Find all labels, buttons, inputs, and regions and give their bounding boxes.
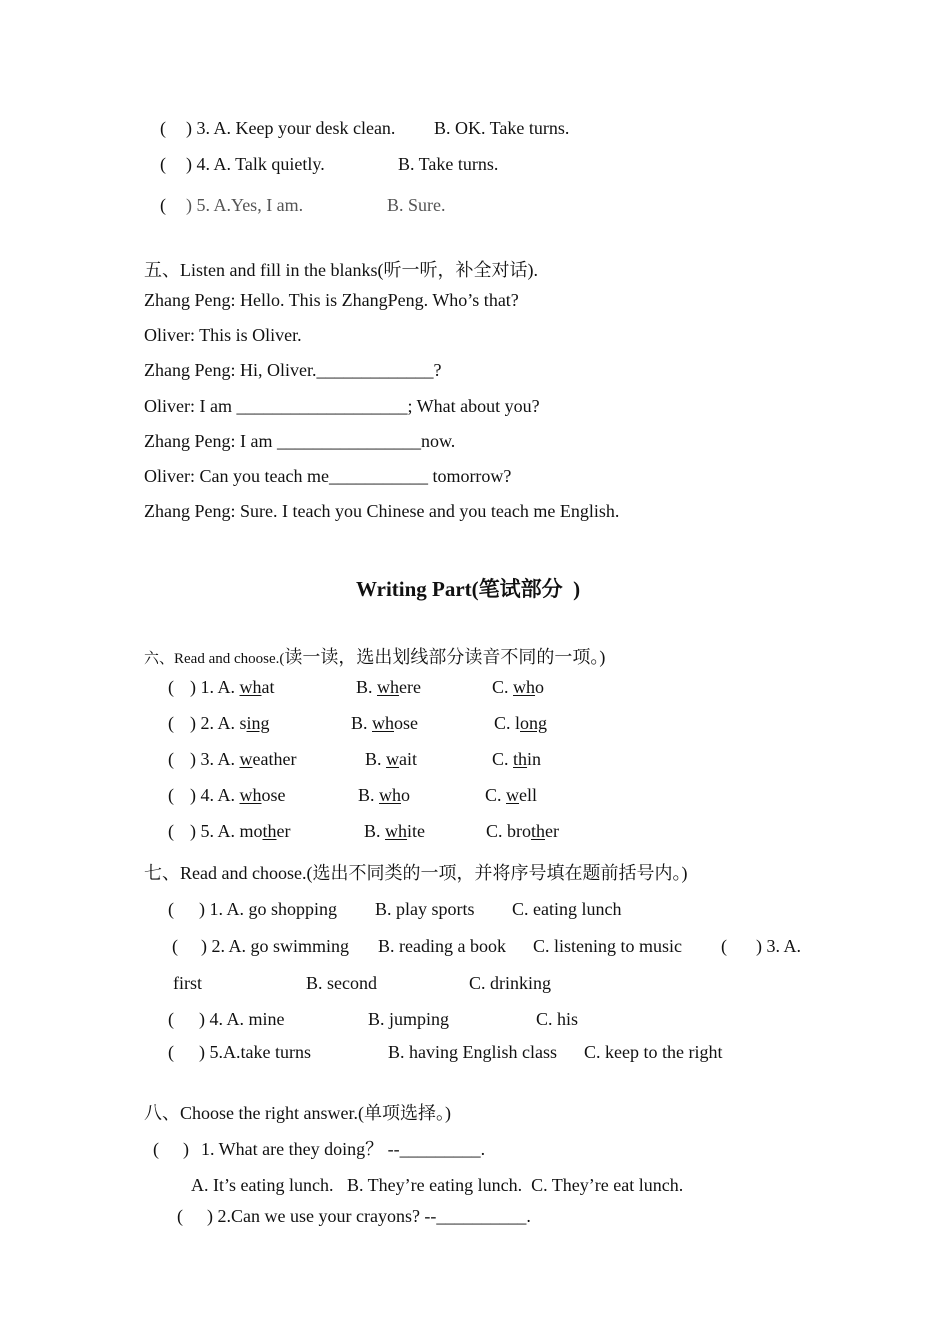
answer-paren[interactable]: (: [168, 749, 174, 769]
answer-paren[interactable]: (: [160, 118, 166, 138]
question-text: 1. What are they doing？ --_________.: [201, 1139, 486, 1159]
question-3-start: ) 3. A.: [756, 936, 801, 956]
option-c: C. listening to music: [533, 936, 683, 956]
option-c: C. who: [492, 677, 545, 697]
option-c: C. keep to the right: [584, 1042, 723, 1062]
question-number: ) 1. A. what: [190, 677, 275, 697]
option-c: C. well: [485, 785, 538, 805]
section-6-heading: [144, 648, 605, 667]
question-number: ) 2. A. sing: [190, 713, 270, 733]
dialogue-line: Oliver: Can you teach me___________ tomorrow?: [144, 466, 512, 486]
answer-paren[interactable]: (: [168, 677, 174, 697]
option-a: ) 4. A. mine: [199, 1009, 285, 1029]
answer-paren[interactable]: (: [177, 1206, 183, 1226]
option-a: ) 3. A. Keep your desk clean.: [186, 118, 396, 138]
answer-paren[interactable]: (: [153, 1139, 159, 1159]
dialogue-line: Zhang Peng: Hello. This is ZhangPeng. Who’s that?: [144, 290, 519, 310]
dialogue-line: Zhang Peng: Hi, Oliver._____________?: [144, 360, 442, 380]
heading-cn: 读一读，选出划线部分读音不同的一项。): [284, 647, 606, 667]
answer-paren[interactable]: (: [172, 936, 178, 956]
option-a: ) 5.A.take turns: [199, 1042, 311, 1062]
option-a: ) 4. A. Talk quietly.: [186, 154, 325, 174]
option-b: B. reading a book: [378, 936, 506, 956]
answer-paren[interactable]: (: [168, 1042, 174, 1062]
option-c: C. his: [536, 1009, 579, 1029]
option-c: C. brother: [486, 821, 559, 841]
option-b: B. white: [364, 821, 426, 841]
answer-paren[interactable]: (: [160, 154, 166, 174]
option-b: B. jumping: [368, 1009, 450, 1029]
option-a: first: [173, 973, 202, 993]
question-number: ) 3. A. weather: [190, 749, 297, 769]
question-text: ) 2.Can we use your crayons? --__________.: [207, 1206, 531, 1226]
section-8-heading: 八、Choose the right answer.(单项选择。): [144, 1103, 451, 1123]
option-b: B. Take turns.: [398, 154, 499, 174]
option-b: B. whose: [351, 713, 419, 733]
answer-paren[interactable]: (: [721, 936, 727, 956]
option-c: C. long: [494, 713, 548, 733]
option-b: B. who: [358, 785, 411, 805]
writing-part-title: Writing Part(笔试部分 ): [356, 577, 581, 601]
option-c: C. thin: [492, 749, 542, 769]
answer-paren[interactable]: (: [168, 785, 174, 805]
option-b: B. OK. Take turns.: [434, 118, 570, 138]
question-number: ) 4. A. whose: [190, 785, 286, 805]
answer-paren[interactable]: (: [160, 195, 166, 215]
dialogue-line: Zhang Peng: I am ________________now.: [144, 431, 456, 451]
answer-paren[interactable]: (: [168, 713, 174, 733]
option-b: B. having English class: [388, 1042, 557, 1062]
heading-en: 六、Read and choose.(: [144, 651, 285, 667]
dialogue-line: Oliver: I am ___________________; What about you?: [144, 396, 540, 416]
option-a: ) 2. A. go swimming: [201, 936, 350, 956]
answer-paren[interactable]: (: [168, 899, 174, 919]
option-c: C. eating lunch: [512, 899, 622, 919]
question-number: ) 5. A. mother: [190, 821, 291, 841]
answer-paren[interactable]: (: [168, 821, 174, 841]
option-b: B. wait: [365, 749, 418, 769]
section-7-heading: 七、Read and choose.(选出不同类的一项，并将序号填在题前括号内。): [144, 863, 688, 883]
option-b: B. second: [306, 973, 377, 993]
dialogue-line: Oliver: This is Oliver.: [144, 325, 302, 345]
answer-paren[interactable]: (: [168, 1009, 174, 1029]
option-b: B. play sports: [375, 899, 475, 919]
option-a: ) 1. A. go shopping: [199, 899, 338, 919]
question-1-options: A. It’s eating lunch. B. They’re eating lunch. C. They’re eat lunch.: [191, 1175, 684, 1195]
option-b: B. where: [356, 677, 421, 697]
section-5-heading: 五、Listen and fill in the blanks(听一听，补全对话).: [144, 260, 538, 280]
answer-paren-close: ): [183, 1139, 189, 1159]
option-c: C. drinking: [469, 973, 552, 993]
option-a: ) 5. A.Yes, I am.: [186, 195, 304, 215]
dialogue-line: Zhang Peng: Sure. I teach you Chinese and you teach me English.: [144, 501, 620, 521]
option-b: B. Sure.: [387, 195, 446, 215]
